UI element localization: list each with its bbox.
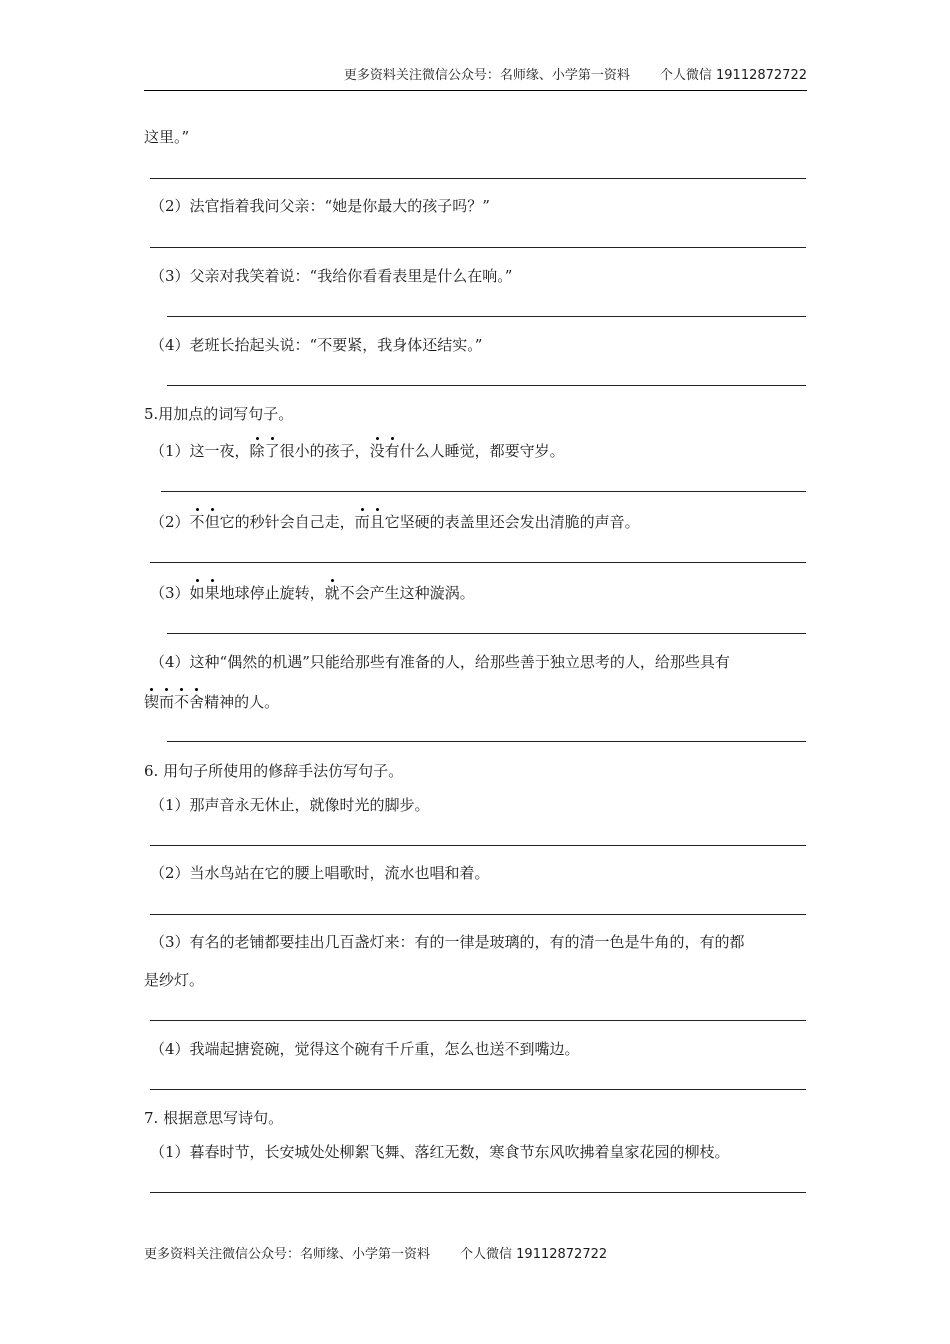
answer-line[interactable] xyxy=(150,247,806,248)
answer-line[interactable] xyxy=(167,316,806,317)
emphasis-dot-char: 且 xyxy=(369,513,385,531)
answer-line[interactable] xyxy=(150,1192,806,1193)
dotted-word xyxy=(325,584,340,602)
answer-line[interactable] xyxy=(150,1089,806,1090)
dotted-word xyxy=(355,513,385,531)
emphasis-dot-char: 锲 xyxy=(144,693,160,711)
emphasis-dot-char: 不 xyxy=(189,513,205,531)
q6-item-2: （2）当水鸟站在它的腰上唱歌时，流水也唱和着。 xyxy=(150,864,490,882)
dotted-word xyxy=(144,693,204,711)
q6-item-1: （1）那声音永无休止，就像时光的脚步。 xyxy=(150,796,430,814)
emphasis-dot-char: 就 xyxy=(324,584,340,602)
answer-line[interactable] xyxy=(150,845,806,846)
answer-line[interactable] xyxy=(150,914,806,915)
q6-item-4: （4）我端起搪瓷碗，觉得这个碗有千斤重，怎么也送不到嘴边。 xyxy=(150,1040,580,1058)
emphasis-dot-char: 但 xyxy=(204,513,220,531)
header-right-text: 个人微信 19112872722 xyxy=(659,68,807,83)
q6-item-3-line1: （3）有名的老铺都要挂出几百盏灯来：有的一律是玻璃的，有的清一色是牛角的，有的都 xyxy=(150,933,745,951)
emphasis-dot-char: 除 xyxy=(249,442,265,460)
emphasis-dot-char: 舍 xyxy=(189,693,205,711)
q5-title: 5.用加点的词写句子。 xyxy=(144,405,294,423)
header-left-text: 更多资料关注微信公众号：名师缘、小学第一资料 xyxy=(343,68,630,83)
answer-line[interactable] xyxy=(167,633,806,634)
dotted-word xyxy=(190,513,220,531)
emphasis-dot-char: 不 xyxy=(174,693,190,711)
dotted-word xyxy=(250,442,280,460)
answer-line[interactable] xyxy=(161,491,806,492)
q4-item-4: （4）老班长抬起头说：“不要紧，我身体还结实。” xyxy=(150,336,483,354)
q5-item-4-line2: 锲而不舍精神的人。 xyxy=(144,693,280,711)
q5-item-2: （2）不但它的秒针会自己走，而且它坚硬的表盖里还会发出清脆的声音。 xyxy=(150,513,640,531)
emphasis-dot-char: 果 xyxy=(204,584,220,602)
emphasis-dot-char: 而 xyxy=(159,693,175,711)
page-footer xyxy=(144,1247,607,1263)
footer-left-text: 更多资料关注微信公众号：名师缘、小学第一资料 xyxy=(144,1247,431,1262)
answer-line[interactable] xyxy=(150,562,806,563)
emphasis-dot-char: 有 xyxy=(384,442,400,460)
page-header xyxy=(144,68,807,91)
dotted-word xyxy=(190,584,220,602)
q7-title: 7. 根据意思写诗句。 xyxy=(144,1109,284,1127)
q4-item-2: （2）法官指着我问父亲：“她是你最大的孩子吗？” xyxy=(150,197,490,215)
footer-right-text: 个人微信 19112872722 xyxy=(460,1247,608,1262)
answer-line[interactable] xyxy=(150,1020,806,1021)
q6-title: 6. 用句子所使用的修辞手法仿写句子。 xyxy=(144,762,404,780)
answer-line[interactable] xyxy=(150,178,806,179)
answer-line[interactable] xyxy=(167,741,806,742)
q6-item-3-line2: 是纱灯。 xyxy=(144,971,205,989)
emphasis-dot-char: 而 xyxy=(354,513,370,531)
emphasis-dot-char: 了 xyxy=(264,442,280,460)
q5-item-1: （1）这一夜，除了很小的孩子，没有什么人睡觉，都要守岁。 xyxy=(150,442,565,460)
emphasis-dot-char: 没 xyxy=(369,442,385,460)
q4-item-3: （3）父亲对我笑着说：“我给你看看表里是什么在响。” xyxy=(150,267,513,285)
emphasis-dot-char: 如 xyxy=(189,584,205,602)
q7-item-1: （1）暮春时节，长安城处处柳絮飞舞、落红无数，寒食节东风吹拂着皇家花园的柳枝。 xyxy=(150,1143,730,1161)
q4-tail-text: 这里。” xyxy=(144,128,190,146)
dotted-word xyxy=(370,442,400,460)
q5-item-3: （3）如果地球停止旋转，就不会产生这种漩涡。 xyxy=(150,584,475,602)
q5-item-4-line1: （4）这种“偶然的机遇”只能给那些有准备的人，给那些善于独立思考的人，给那些具有 xyxy=(150,653,730,671)
answer-line[interactable] xyxy=(167,385,806,386)
